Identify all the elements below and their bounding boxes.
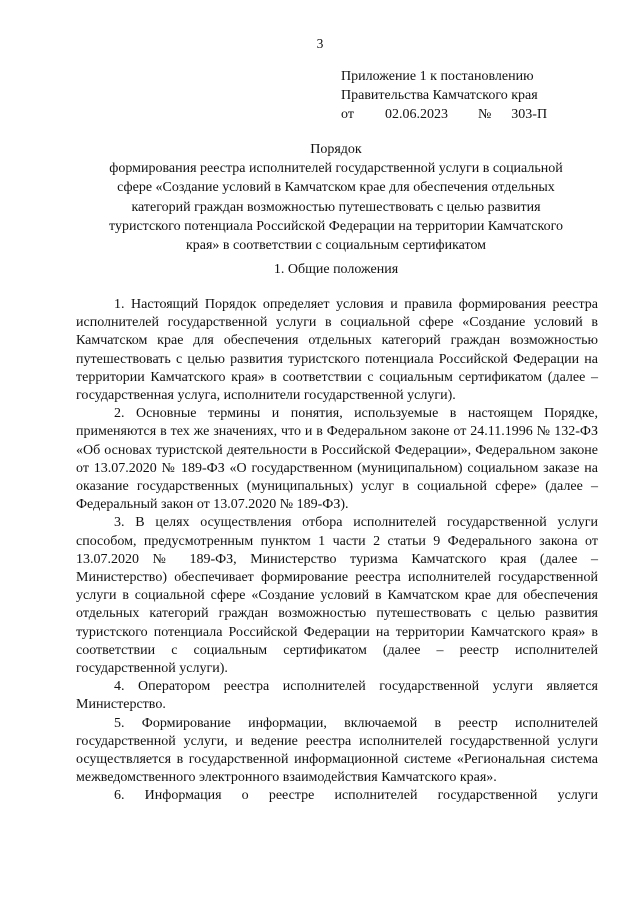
paragraph-5: 5. Формирование информации, включаемой в реестр исполнителей государственной услуги, и ведение реестра исполнителей государственной услуги осуществляется в государственной информационной системе «Региональная система межведомственного электронного взаимодействия Камчатского края». — [76, 715, 598, 786]
appendix-line-1: Приложение 1 к постановлению — [341, 69, 534, 84]
paragraph-4: 4. Оператором реестра исполнителей государственной услуги является Министерство. — [76, 679, 598, 713]
section-heading: 1. Общие положения — [273, 262, 399, 277]
appendix-date-line — [341, 105, 621, 124]
title-line: края» в соответствии с социальным сертификатом — [185, 238, 487, 254]
appendix-from-label: от — [341, 107, 354, 122]
appendix-number: 303-П — [511, 107, 548, 122]
page-number: 3 — [316, 36, 324, 51]
paragraph-6: 6. Информация о реестре исполнителей государственной услуги — [114, 788, 598, 804]
title-line: категорий граждан возможностью путешествовать с целью развития — [131, 199, 541, 215]
appendix-line-2: Правительства Камчатского края — [341, 88, 538, 103]
paragraph-3: 3. В целях осуществления отбора исполнителей государственной услуги способом, предусмотренным пунктом 1 части 2 статьи 9 Федерального закона от 13.07.2020 № 189-ФЗ, Министерство туризма Камчатского края (далее – Министерство) обеспечивает формирование реестра исполнителей государственной услуги в социальной сфере «Создание условий в Камчатском крае для обеспечения отдельных категорий граждан возможностью путешествовать с целью развития туристского потенциала Российской Федерации на территории Камчатского края» в соответствии с социальным сертификатом (далее – реестр исполнителей государственной услуги). — [76, 515, 598, 677]
title-line: сфере «Создание условий в Камчатском крае для обеспечения отдельных — [117, 180, 555, 196]
appendix-number-sign: № — [477, 107, 492, 122]
appendix-header — [341, 67, 621, 124]
title-line: формирования реестра исполнителей государственной услуги в социальной — [109, 161, 563, 177]
paragraph-1: 1. Настоящий Порядок определяет условия и правила формирования реестра исполнителей государственной услуги в социальной сфере «Создание условий в Камчатском крае для обеспечения отдельных категорий граждан возможностью путешествовать с целью развития туристского потенциала Российской Федерации на территории Камчатского края» в соответствии с социальным сертификатом (далее – государственная услуга, исполнители государственной услуги). — [76, 297, 598, 404]
document-title — [76, 140, 596, 255]
appendix-date: 02.06.2023 — [384, 107, 448, 122]
paragraph-2: 2. Основные термины и понятия, используемые в настоящем Порядке, применяются в тех же значениях, что и в Федеральном законе от 24.11.1996 № 132-ФЗ «Об основах туристской деятельности в Российской Федерации», Федеральном законе от 13.07.2020 № 189-ФЗ «О государственном (муниципальном) социальном заказе на оказание государственных (муниципальных) услуг в социальной сфере» (далее – Федеральный закон от 13.07.2020 № 189-ФЗ). — [76, 406, 598, 513]
document-body — [76, 296, 598, 806]
title-line: туристского потенциала Российской Федерации на территории Камчатского — [109, 218, 563, 234]
title-heading: Порядок — [310, 142, 362, 157]
